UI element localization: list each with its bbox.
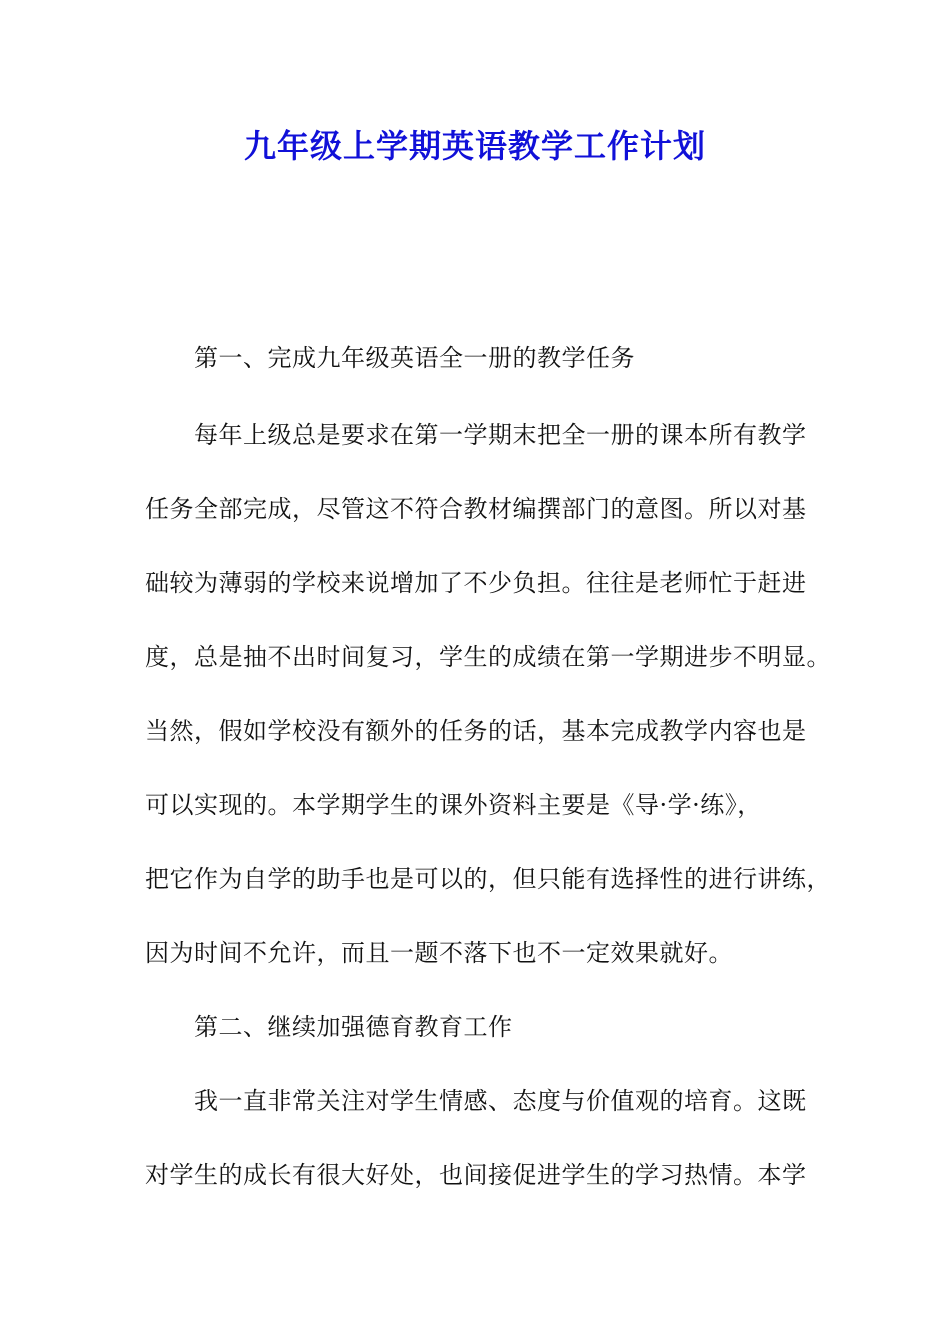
paragraph-line: 对学生的成长有很大好处，也间接促进学生的学习热情。本学 [145, 1161, 807, 1189]
paragraph-line: 础较为薄弱的学校来说增加了不少负担。往往是老师忙于赶进 [145, 569, 807, 597]
paragraph-line: 把它作为自学的助手也是可以的，但只能有选择性的进行讲练， [145, 865, 831, 893]
paragraph-line: 度，总是抽不出时间复习，学生的成绩在第一学期进步不明显。 [145, 643, 831, 671]
paragraph-line: 可以实现的。本学期学生的课外资料主要是《导·学·练》， [145, 791, 762, 819]
paragraph-line-heading-2: 第二、继续加强德育教育工作 [194, 1013, 513, 1041]
paragraph-line: 任务全部完成，尽管这不符合教材编撰部门的意图。所以对基 [145, 495, 807, 523]
paragraph-line: 我一直非常关注对学生情感、态度与价值观的培育。这既 [194, 1087, 807, 1115]
paragraph-line: 因为时间不允许，而且一题不落下也不一定效果就好。 [145, 939, 733, 967]
paragraph-line: 当然，假如学校没有额外的任务的话，基本完成教学内容也是 [145, 717, 807, 745]
paragraph-line-heading-1: 第一、完成九年级英语全一册的教学任务 [194, 344, 635, 372]
paragraph-line: 每年上级总是要求在第一学期末把全一册的课本所有教学 [194, 421, 807, 449]
document-title: 九年级上学期英语教学工作计划 [243, 127, 706, 165]
